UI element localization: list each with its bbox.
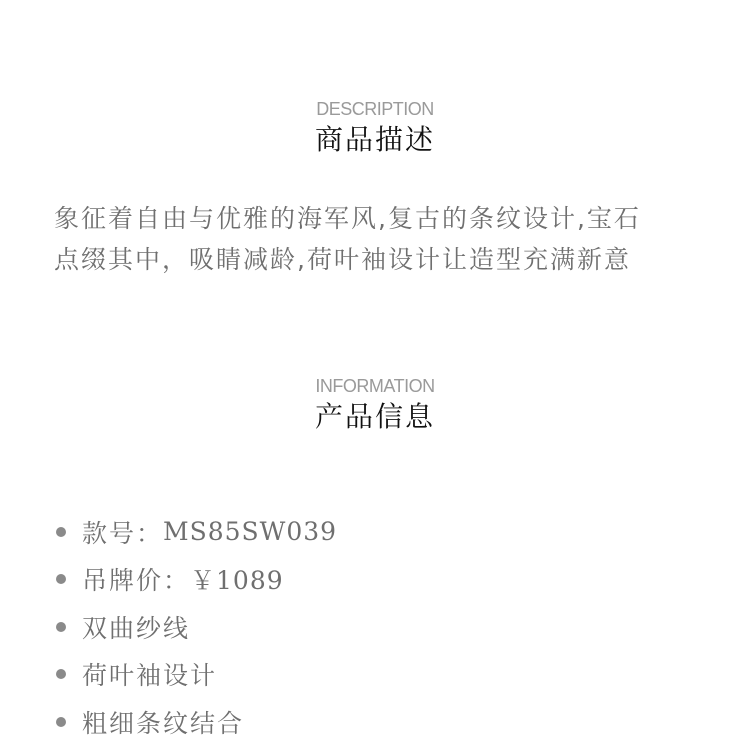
info-value: ￥1089	[190, 566, 284, 596]
bullet-dot-icon	[56, 527, 66, 537]
info-label: 吊牌价：	[82, 566, 191, 596]
description-line: 象征着自由与优雅的海军风,复古的条纹设计,宝石	[54, 204, 641, 233]
description-line: 点缀其中，吸睛减龄,荷叶袖设计让造型充满新意	[54, 245, 631, 274]
information-eyebrow: INFORMATION	[315, 376, 435, 396]
bullet-dot-icon	[56, 574, 66, 584]
list-item	[56, 508, 337, 556]
info-label: 双曲纱线	[82, 613, 191, 643]
bullet-dot-icon	[56, 717, 66, 727]
info-list	[56, 508, 337, 746]
description-text	[54, 198, 704, 280]
list-item	[56, 556, 337, 604]
information-title: 产品信息	[314, 400, 435, 433]
description-title: 商品描述	[314, 123, 435, 156]
info-value: MS85SW039	[163, 517, 338, 547]
info-label: 粗细条纹结合	[82, 708, 245, 738]
info-label: 荷叶袖设计	[82, 661, 218, 691]
list-item	[56, 651, 337, 699]
bullet-dot-icon	[56, 622, 66, 632]
description-eyebrow: DESCRIPTION	[316, 99, 434, 119]
list-item	[56, 603, 337, 651]
info-label: 款号：	[82, 518, 164, 548]
bullet-dot-icon	[56, 669, 66, 679]
list-item	[56, 698, 337, 746]
